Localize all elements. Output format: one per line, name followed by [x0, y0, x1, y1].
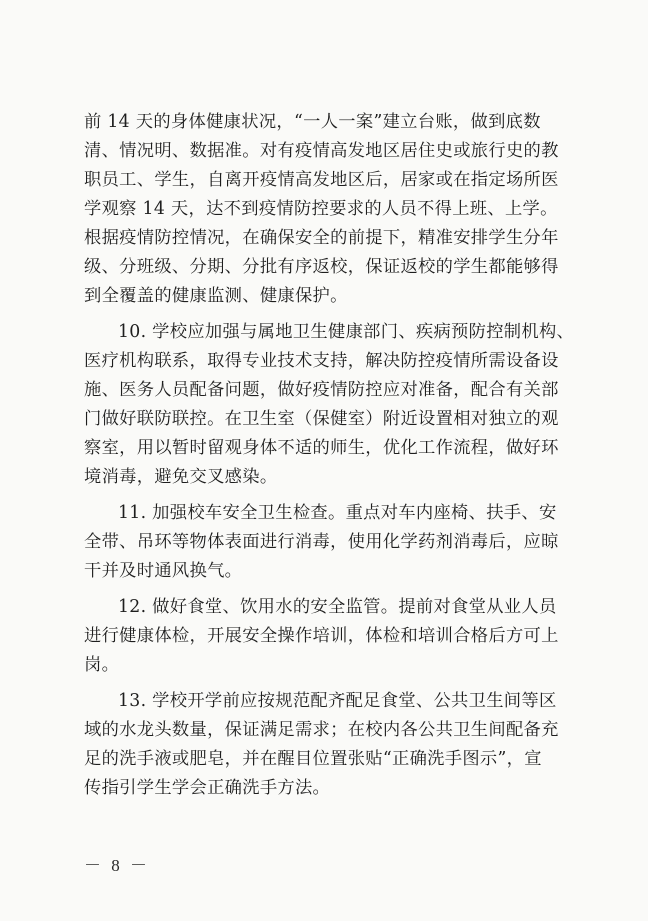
- paragraph-item-10: [84, 318, 574, 492]
- text-line: 13. 学校开学前应按规范配齐配足食堂、公共卫生间等区: [118, 691, 557, 711]
- text-line: 到全覆盖的健康监测、健康保护。: [84, 286, 348, 306]
- text-line: 施、医务人员配备问题，做好疫情防控应对准备，配合有关部: [84, 380, 559, 400]
- text-line: 前 14 天的身体健康状况，“一人一案”建立台账，做到底数: [84, 112, 541, 132]
- text-line: 岗。: [84, 655, 120, 675]
- document-body: [84, 108, 574, 803]
- paragraph-item-12: [84, 593, 574, 680]
- paragraph-continued: [84, 108, 574, 311]
- text-line: 传指引学生学会正确洗手方法。: [84, 778, 331, 798]
- text-line: 察室，用以暂时留观身体不适的师生，优化工作流程，做好环: [84, 438, 559, 458]
- text-line: 进行健康体检，开展安全操作培训，体检和培训合格后方可上: [84, 626, 559, 646]
- text-line: 10. 学校应加强与属地卫生健康部门、疾病预防控制机构、: [118, 322, 575, 342]
- text-line: 医疗机构联系，取得专业技术支持，解决防控疫情所需设备设: [84, 351, 559, 371]
- text-line: 职员工、学生，自离开疫情高发地区后，居家或在指定场所医: [84, 170, 559, 190]
- text-line: 全带、吊环等物体表面进行消毒，使用化学药剂消毒后，应晾: [84, 532, 559, 552]
- text-line: 境消毒，避免交叉感染。: [84, 467, 278, 487]
- paragraph-item-11: [84, 499, 574, 586]
- text-line: 根据疫情防控情况，在确保安全的前提下，精准安排学生分年: [84, 228, 559, 248]
- text-line: 学观察 14 天，达不到疫情防控要求的人员不得上班、上学。: [84, 199, 558, 219]
- text-line: 级、分班级、分期、分批有序返校，保证返校的学生都能够得: [84, 257, 559, 277]
- text-line: 域的水龙头数量，保证满足需求；在校内各公共卫生间配备充: [84, 720, 559, 740]
- paragraph-item-13: [84, 687, 574, 803]
- text-line: 门做好联防联控。在卫生室（保健室）附近设置相对独立的观: [84, 409, 559, 429]
- text-line: 干并及时通风换气。: [84, 561, 243, 581]
- text-line: 12. 做好食堂、饮用水的安全监管。提前对食堂从业人员: [118, 597, 557, 617]
- text-line: 足的洗手液或肥皂，并在醒目位置张贴“正确洗手图示”，宣: [84, 749, 542, 769]
- page-number: － 8 －: [84, 856, 150, 875]
- text-line: 清、情况明、数据准。对有疫情高发地区居住史或旅行史的教: [84, 141, 559, 161]
- text-line: 11. 加强校车安全卫生检查。重点对车内座椅、扶手、安: [118, 503, 557, 523]
